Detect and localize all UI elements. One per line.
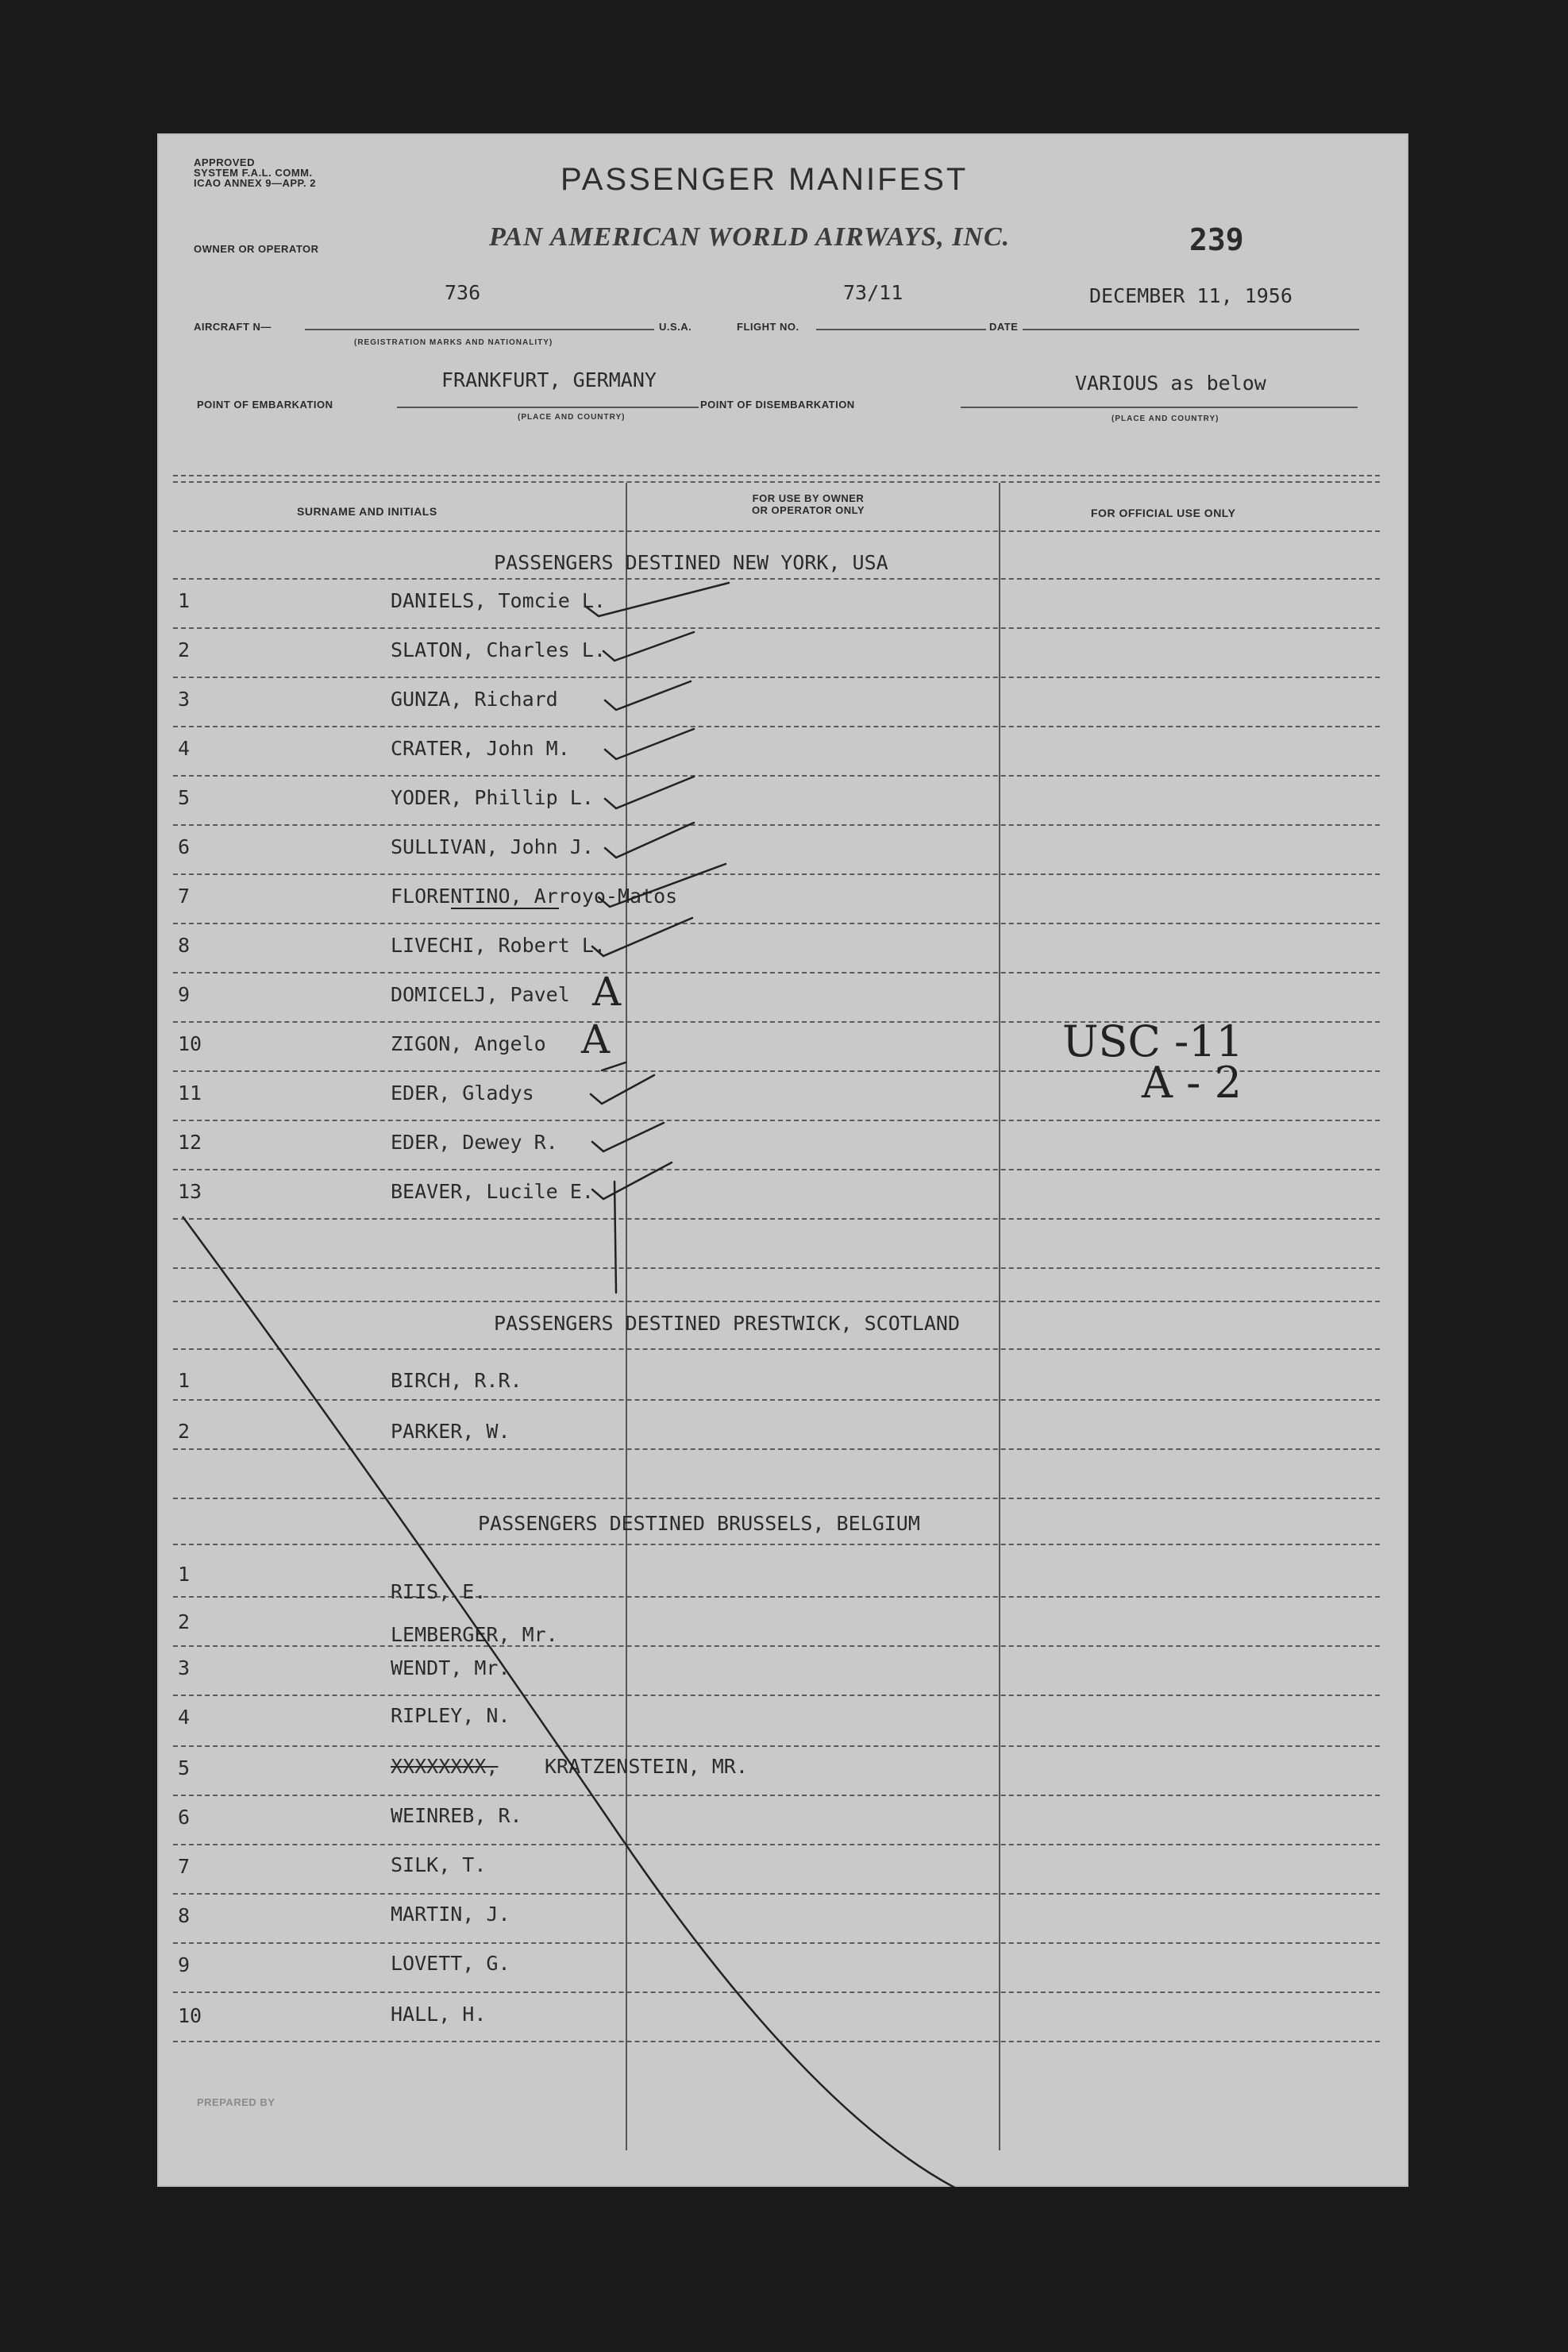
passenger-name: KRATZENSTEIN, MR. xyxy=(545,1755,748,1778)
passenger-name: SULLIVAN, John J. xyxy=(391,835,594,858)
column-header-owner-use-line: OR OPERATOR ONLY xyxy=(751,504,865,516)
check-mark-icon xyxy=(592,918,692,956)
passenger-name: ZIGON, Angelo xyxy=(391,1032,546,1055)
row-number: 11 xyxy=(178,1082,202,1105)
column-header-official: FOR OFFICIAL USE ONLY xyxy=(1091,507,1236,519)
owner-label: OWNER OR OPERATOR xyxy=(194,243,319,255)
passenger-name: DANIELS, Tomcie L. xyxy=(391,589,606,612)
section-heading-brussels: PASSENGERS DESTINED BRUSSELS, BELGIUM xyxy=(478,1512,920,1535)
row-number: 1 xyxy=(178,589,191,612)
row-number: 1 xyxy=(178,1563,191,1586)
passenger-name: BEAVER, Lucile E. xyxy=(391,1180,594,1203)
flight-value: 73/11 xyxy=(843,281,903,304)
handwritten-official-line-1: USC -11 xyxy=(1062,1016,1243,1066)
place-caption-embark: (PLACE AND COUNTRY) xyxy=(518,413,626,422)
handwriting-overlay xyxy=(157,133,1408,2187)
section-heading-new-york: PASSENGERS DESTINED NEW YORK, USA xyxy=(494,551,888,574)
handwritten-official-line-2: A - 2 xyxy=(1142,1058,1242,1108)
row-number: 6 xyxy=(178,835,191,858)
manifest-sheet xyxy=(157,133,1408,2187)
passenger-name: LOVETT, G. xyxy=(391,1952,510,1975)
check-mark-icon xyxy=(603,632,694,661)
usa-label: U.S.A. xyxy=(659,321,692,333)
check-mark-icon xyxy=(599,864,726,907)
passenger-name: WEINREB, R. xyxy=(391,1804,522,1827)
row-number: 6 xyxy=(178,1806,191,1829)
disembarkation-value: VARIOUS as below xyxy=(1075,372,1266,395)
passenger-name: BIRCH, R.R. xyxy=(391,1369,522,1392)
approval-line: ICAO ANNEX 9—APP. 2 xyxy=(194,177,316,189)
check-column-tick xyxy=(614,1182,616,1293)
row-number: 8 xyxy=(178,934,191,957)
check-column-tick xyxy=(602,1062,626,1070)
passenger-name: EDER, Dewey R. xyxy=(391,1131,558,1154)
column-header-surname: SURNAME AND INITIALS xyxy=(297,505,437,518)
operator-name: PAN AMERICAN WORLD AIRWAYS, INC. xyxy=(489,222,1011,252)
check-mark-icon xyxy=(591,1075,654,1104)
row-number: 3 xyxy=(178,1656,191,1679)
passenger-name: GUNZA, Richard xyxy=(391,688,558,711)
row-number: 10 xyxy=(178,2004,202,2027)
prepared-by-label: PREPARED BY xyxy=(197,2096,275,2108)
handwritten-mark: A xyxy=(592,969,622,1015)
page-title: PASSENGER MANIFEST xyxy=(561,162,969,197)
row-number: 5 xyxy=(178,1756,191,1779)
row-number: 7 xyxy=(178,1855,191,1878)
check-mark-icon xyxy=(605,729,694,759)
passenger-name: LEMBERGER, Mr. xyxy=(391,1623,558,1646)
passenger-name: HALL, H. xyxy=(391,2003,487,2026)
passenger-name: LIVECHI, Robert L. xyxy=(391,934,606,957)
passenger-name: MARTIN, J. xyxy=(391,1903,510,1926)
row-number: 9 xyxy=(178,983,191,1006)
row-number: 9 xyxy=(178,1953,191,1976)
check-mark-icon xyxy=(586,583,729,616)
row-number: 8 xyxy=(178,1904,191,1927)
passenger-name: SLATON, Charles L. xyxy=(391,638,606,661)
passenger-name: CRATER, John M. xyxy=(391,737,570,760)
row-number: 5 xyxy=(178,786,191,809)
aircraft-label: AIRCRAFT N— xyxy=(194,321,272,333)
passenger-name: EDER, Gladys xyxy=(391,1082,534,1105)
registration-caption: (REGISTRATION MARKS AND NATIONALITY) xyxy=(354,338,553,347)
row-number: 1 xyxy=(178,1369,191,1392)
row-number: 12 xyxy=(178,1131,202,1154)
flight-label: FLIGHT NO. xyxy=(737,321,799,333)
row-number: 2 xyxy=(178,638,191,661)
passenger-name: SILK, T. xyxy=(391,1853,487,1876)
column-header-owner-use-line: FOR USE BY OWNER xyxy=(752,492,865,504)
check-mark-icon xyxy=(592,1163,672,1199)
handwritten-mark: A xyxy=(581,1016,611,1062)
aircraft-value: 736 xyxy=(445,281,481,304)
check-mark-icon xyxy=(605,823,694,858)
check-mark-icon xyxy=(605,681,691,710)
row-number: 4 xyxy=(178,1706,191,1729)
date-value: DECEMBER 11, 1956 xyxy=(1089,284,1293,307)
passenger-name: PARKER, W. xyxy=(391,1420,510,1443)
approval-line: APPROVED xyxy=(194,156,255,168)
row-number: 2 xyxy=(178,1610,191,1633)
check-mark-icon xyxy=(592,1123,664,1151)
page-number: 239 xyxy=(1189,222,1244,257)
embarkation-value: FRANKFURT, GERMANY xyxy=(441,368,657,391)
passenger-name: YODER, Phillip L. xyxy=(391,786,594,809)
passenger-name: FLORENTINO, Arroyo-Matos xyxy=(391,885,678,908)
struck-out-name: XXXXXXXX, xyxy=(391,1755,499,1778)
diagonal-cancel-line xyxy=(183,1216,1034,2187)
row-number: 7 xyxy=(178,885,191,908)
row-number: 4 xyxy=(178,737,191,760)
approval-line: SYSTEM F.A.L. COMM. xyxy=(194,167,313,179)
row-number: 10 xyxy=(178,1032,202,1055)
section-heading-prestwick: PASSENGERS DESTINED PRESTWICK, SCOTLAND xyxy=(494,1312,960,1335)
check-marks xyxy=(586,583,729,1293)
row-number: 13 xyxy=(178,1180,202,1203)
passenger-name: WENDT, Mr. xyxy=(391,1656,510,1679)
row-number: 3 xyxy=(178,688,191,711)
passenger-name: RIIS, E. xyxy=(391,1580,487,1603)
place-caption-disembark: (PLACE AND COUNTRY) xyxy=(1111,414,1219,423)
passenger-name: RIPLEY, N. xyxy=(391,1704,510,1727)
passenger-name: DOMICELJ, Pavel xyxy=(391,983,570,1006)
disembarkation-label: POINT OF DISEMBARKATION xyxy=(700,399,855,411)
embarkation-label: POINT OF EMBARKATION xyxy=(197,399,333,411)
check-mark-icon xyxy=(605,777,694,808)
date-label: DATE xyxy=(989,321,1019,333)
row-number: 2 xyxy=(178,1420,191,1443)
strike-through-line xyxy=(183,1216,1034,2187)
